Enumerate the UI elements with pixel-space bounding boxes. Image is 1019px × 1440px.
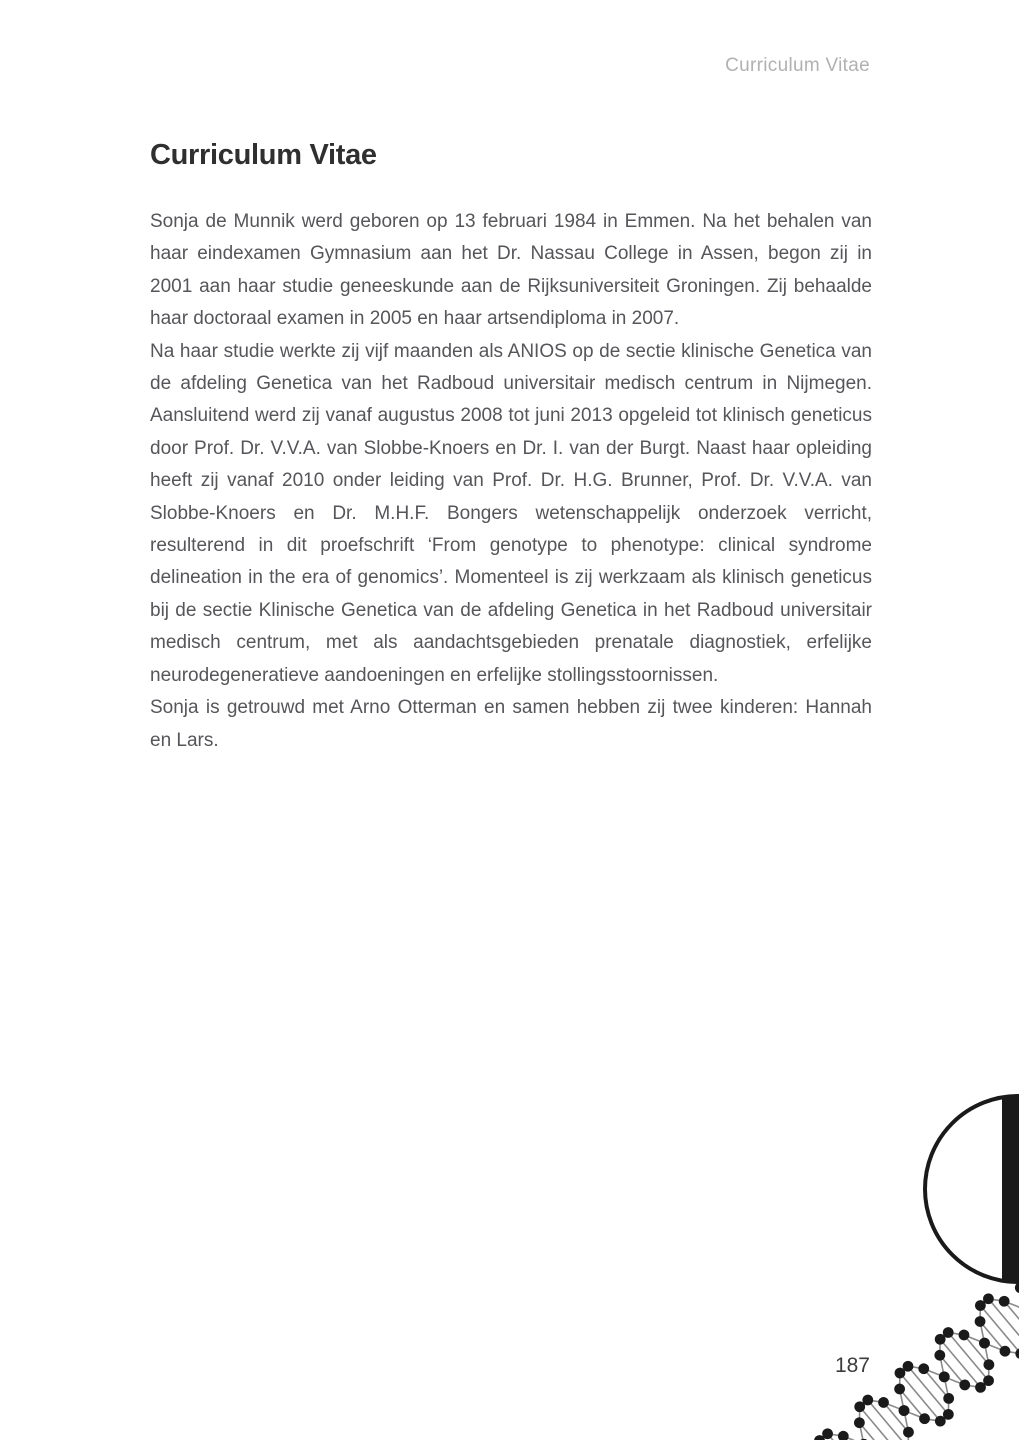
running-header: Curriculum Vitae [725,55,870,76]
body-text [150,206,872,757]
paragraph-biography: Sonja de Munnik werd geboren op 13 februari 1984 in Emmen. Na het behalen van haar eindexamen Gymnasium aan het Dr. Nassau College in Assen, begon zij in 2001 aan haar studie geneeskunde aan de Rijksuniversiteit Groningen. Zij behaalde haar doctoraal examen in 2005 en haar artsendiploma in 2007. [150,211,872,330]
paragraph-family: Sonja is getrouwd met Arno Otterman en samen hebben zij twee kinderen: Hannah en Lars. [150,697,872,751]
paragraph-career: Na haar studie werkte zij vijf maanden als ANIOS op de sectie klinische Genetica van de afdeling Genetica van het Radboud universitair medisch centrum in Nijmegen. Aansluitend werd zij vanaf augustus 2008 tot juni 2013 opgeleid tot klinisch geneticus door Prof. Dr. V.V.A. van Slobbe-Knoers en Dr. I. van der Burgt. Naast haar opleiding heeft zij vanaf 2010 onder leiding van Prof. Dr. H.G. Brunner, Prof. Dr. V.V.A. van Slobbe-Knoers en Dr. M.H.F. Bongers wetenschappelijk onderzoek verricht, resulterend in dit proefschrift ‘From genotype to phenotype: clinical syndrome delineation in the era of genomics’. Momenteel is zij werkzaam als klinisch geneticus bij de sectie Klinische Genetica van de afdeling Genetica in het Radboud universitair medisch centrum, met als aandachtsgebieden prenatale diagnostiek, erfelijke neurodegeneratieve aandoeningen en erfelijke stollingsstoornissen. [150,340,872,686]
page-number: 187 [834,1354,870,1377]
page-title: Curriculum Vitae [150,139,377,171]
